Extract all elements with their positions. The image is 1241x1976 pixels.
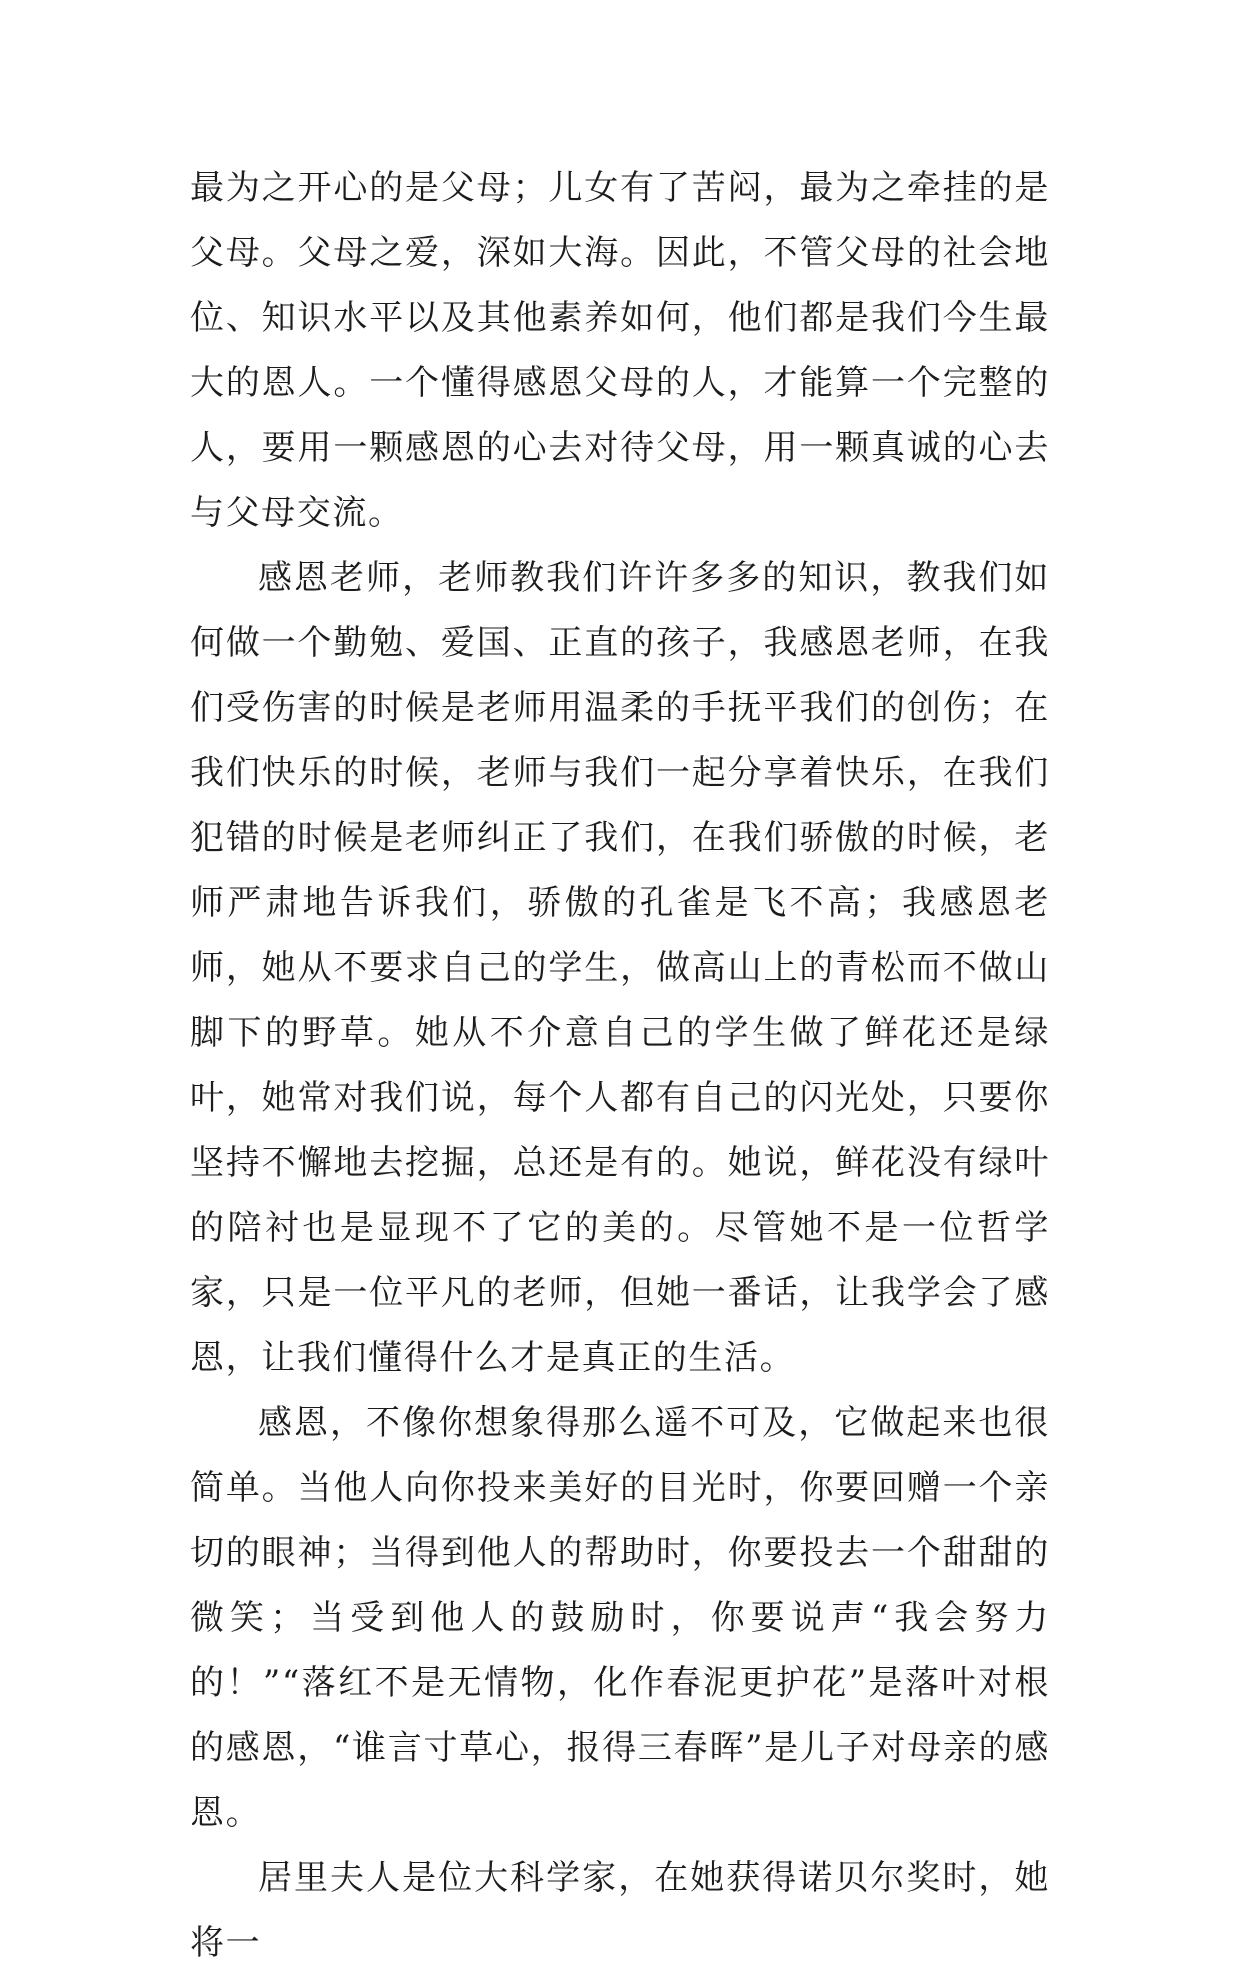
paragraph-gratitude: 感恩，不像你想象得那么遥不可及，它做起来也很简单。当他人向你投来美好的目光时，你要回赠一个亲切的眼神；当得到他人的帮助时，你要投去一个甜甜的微笑；当受到他人的鼓励时，你要说声“我会努力的！”“落红不是无情物，化作春泥更护花”是落叶对根的感恩，“谁言寸草心，报得三春晖”是儿子对母亲的感恩。	[190, 1403, 1050, 1833]
paragraph-parents: 最为之开心的是父母；儿女有了苦闷，最为之牵挂的是父母。父母之爱，深如大海。因此，不管父母的社会地位、知识水平以及其他素养如何，他们都是我们今生最大的恩人。一个懂得感恩父母的人，才能算一个完整的人，要用一颗感恩的心去对待父母，用一颗真诚的心去与父母交流。	[190, 168, 1050, 533]
paragraph-curie: 居里夫人是位大科学家，在她获得诺贝尔奖时，她将一	[190, 1858, 1050, 1963]
paragraph-teachers: 感恩老师，老师教我们许许多多的知识，教我们如何做一个勤勉、爱国、正直的孩子，我感恩老师，在我们受伤害的时候是老师用温柔的手抚平我们的创伤；在我们快乐的时候，老师与我们一起分享着快乐，在我们犯错的时候是老师纠正了我们，在我们骄傲的时候，老师严肃地告诉我们，骄傲的孔雀是飞不高；我感恩老师，她从不要求自己的学生，做高山上的青松而不做山脚下的野草。她从不介意自己的学生做了鲜花还是绿叶，她常对我们说，每个人都有自己的闪光处，只要你坚持不懈地去挖掘，总还是有的。她说，鲜花没有绿叶的陪衬也是显现不了它的美的。尽管她不是一位哲学家，只是一位平凡的老师，但她一番话，让我学会了感恩，让我们懂得什么才是真正的生活。	[190, 558, 1050, 1378]
document-body	[190, 156, 1050, 1976]
